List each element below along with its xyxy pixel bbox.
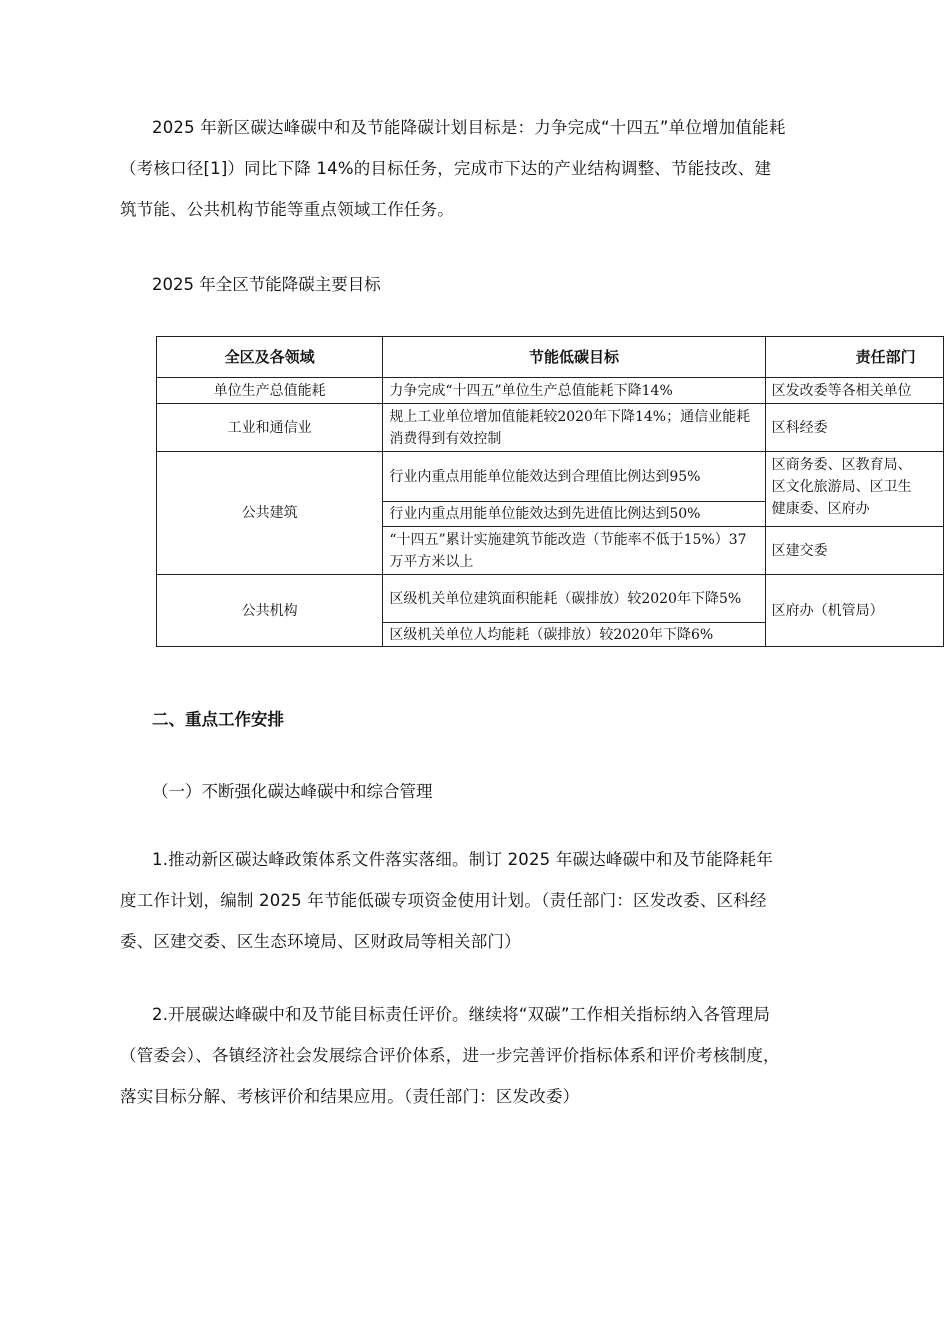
- intro-paragraph: [120, 107, 840, 230]
- cell-goal: 区级机关单位人均能耗（碳排放）较2020年下降6%: [383, 623, 765, 647]
- item-2-line: 落实目标分解、考核评价和结果应用。（责任部门：区发改委）: [120, 1087, 580, 1106]
- table-row: [157, 378, 944, 404]
- header-goal: 节能低碳目标: [383, 337, 765, 378]
- table-row: [157, 404, 944, 452]
- cell-dept: 区科经委: [765, 404, 943, 452]
- item-1-line: 度工作计划，编制 2025 年节能低碳专项资金使用计划。（责任部门：区发改委、区科经: [120, 891, 767, 910]
- cell-dept: 区发改委等各相关单位: [765, 378, 943, 404]
- cell-dept-text: 区商务委、区教育局、区文化旅游局、区卫生健康委、区府办: [771, 457, 912, 517]
- cell-field: 公共建筑: [157, 452, 383, 575]
- cell-goal: 规上工业单位增加值能耗较2020年下降14%；通信业能耗消费得到有效控制: [383, 404, 765, 452]
- item-2-paragraph: [120, 994, 840, 1117]
- item-2-line: （管委会）、各镇经济社会发展综合评价体系，进一步完善评价指标体系和评价考核制度，: [120, 1046, 780, 1065]
- item-2-line: 2.开展碳达峰碳中和及节能目标责任评价。继续将“双碳”工作相关指标纳入各管理局: [152, 1005, 771, 1024]
- cell-goal: 力争完成“十四五”单位生产总值能耗下降14%: [383, 378, 765, 404]
- intro-line: 2025 年新区碳达峰碳中和及节能降碳计划目标是：力争完成“十四五”单位增加值能耗: [152, 118, 786, 137]
- table-row: [157, 575, 944, 623]
- cell-dept: [765, 452, 943, 527]
- intro-line: 筑节能、公共机构节能等重点领域工作任务。: [120, 200, 454, 219]
- cell-goal: 行业内重点用能单位能效达到合理值比例达到95%: [383, 452, 765, 502]
- cell-field: 工业和通信业: [157, 404, 383, 452]
- header-dept: 责任部门: [765, 337, 943, 378]
- intro-line: （考核口径[1]）同比下降 14%的目标任务，完成市下达的产业结构调整、节能技改、建: [120, 159, 772, 178]
- item-1-line: 1.推动新区碳达峰政策体系文件落实落细。制订 2025 年碳达峰碳中和及节能降耗年: [152, 850, 773, 869]
- cell-goal: “十四五”累计实施建筑节能改造（节能率不低于15%）37万平方米以上: [383, 527, 765, 575]
- table-row: [157, 452, 944, 502]
- table-title: 2025 年全区节能降碳主要目标: [152, 275, 381, 294]
- cell-dept: 区建交委: [765, 527, 943, 575]
- table-header-row: [157, 337, 944, 378]
- goals-table: [156, 336, 944, 647]
- subsection-heading: （一）不断强化碳达峰碳中和综合管理: [152, 782, 433, 801]
- cell-dept: 区府办（机管局）: [765, 575, 943, 647]
- cell-field: 公共机构: [157, 575, 383, 647]
- section-heading: 二、重点工作安排: [152, 710, 284, 729]
- item-1-paragraph: [120, 839, 840, 962]
- header-field: 全区及各领域: [157, 337, 383, 378]
- cell-field: 单位生产总值能耗: [157, 378, 383, 404]
- item-1-line: 委、区建交委、区生态环境局、区财政局等相关部门）: [120, 932, 521, 951]
- cell-goal: 区级机关单位建筑面积能耗（碳排放）较2020年下降5%: [383, 575, 765, 623]
- cell-goal: 行业内重点用能单位能效达到先进值比例达到50%: [383, 502, 765, 527]
